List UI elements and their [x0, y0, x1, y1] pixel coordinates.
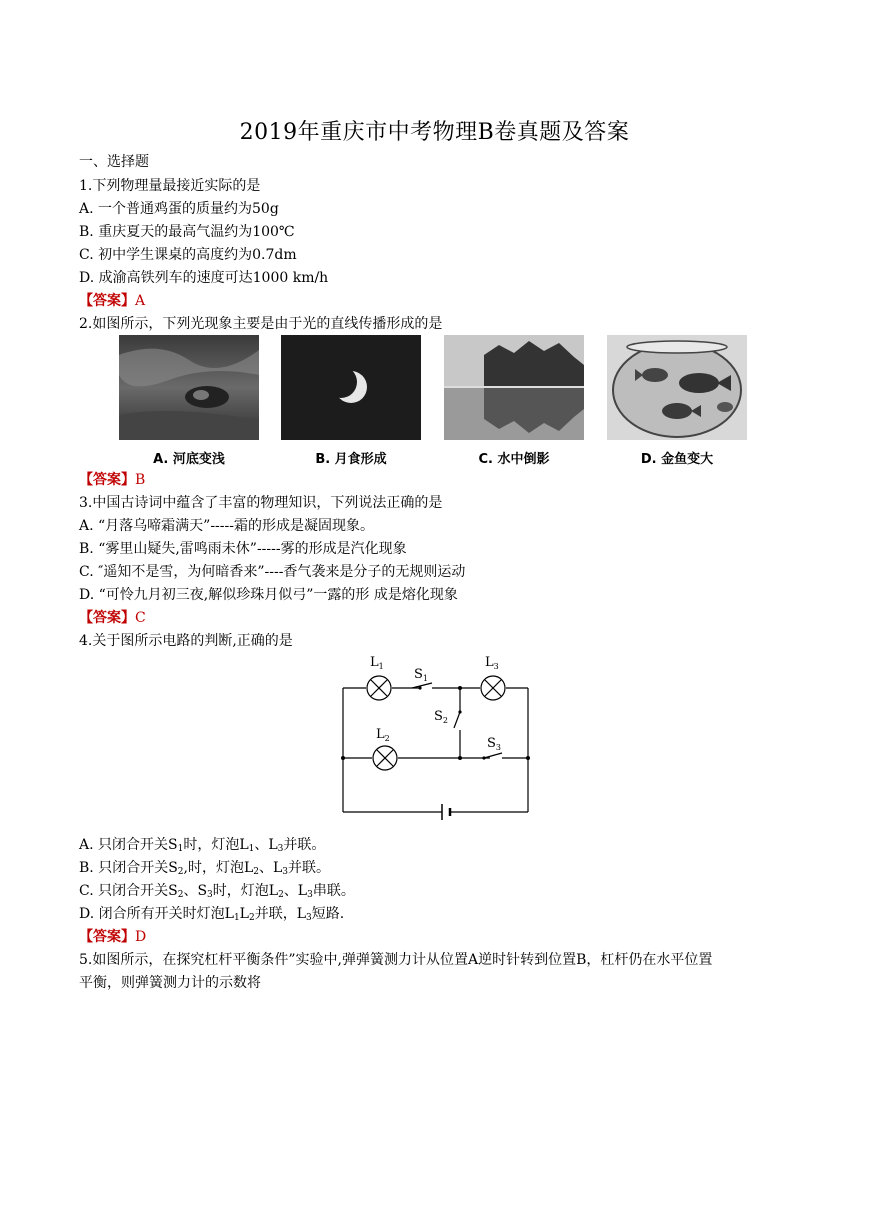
q4-option-a: A. 只闭合开关$S_1$时，灯泡$L_1$、$L_3$并联。 — [79, 837, 326, 854]
figure-caption-b: B. 月食形成 — [315, 452, 387, 467]
label-l2: $L_2$ — [376, 727, 390, 743]
q4-stem: 4.关于图所示电路的判断,正确的是 — [79, 633, 293, 649]
document-title: 2019年重庆市中考物理B卷真题及答案 — [239, 120, 630, 145]
figure-caption-d: D. 金鱼变大 — [640, 452, 714, 467]
q3-stem: 3.中国古诗词中蕴含了丰富的物理知识，下列说法正确的是 — [79, 495, 443, 511]
q1-option-b: B. 重庆夏天的最高气温约为100℃ — [79, 224, 295, 240]
q4-option-c: C. 只闭合开关$S_2$、$S_3$时，灯泡$L_2$、$L_3$串联。 — [79, 883, 355, 900]
photo-lunar-eclipse — [281, 335, 421, 440]
photo-water-reflection — [444, 335, 584, 440]
q5-stem-line1: 5.如图所示，在探究杠杆平衡条件”实验中,弹弹簧测力计从位置A逆时针转到位置B，杠杆仍在水平位置 — [79, 952, 713, 968]
photo-riverbed — [119, 335, 259, 440]
q1-answer: 【答案】A — [79, 293, 146, 309]
q3-option-b: B. “雾里山疑失,雷鸣雨未休”-----雾的形成是汽化现象 — [79, 541, 407, 557]
q3-option-d: D. “可怜九月初三夜,解似珍珠月似弓”一露的形 成是熔化现象 — [79, 587, 458, 603]
label-s2: $S_2$ — [434, 709, 448, 725]
figure-caption-c: C. 水中倒影 — [478, 452, 550, 467]
section-heading: 一、选择题 — [79, 154, 149, 170]
photo-goldfish-bowl — [607, 335, 747, 440]
label-l1: $L_1$ — [370, 655, 384, 671]
label-l3: $L_3$ — [485, 655, 499, 671]
q3-option-a: A. “月落乌啼霜满天”-----霜的形成是凝固现象。 — [79, 518, 374, 534]
label-s1: $S_1$ — [414, 667, 428, 683]
q2-answer: 【答案】B — [79, 472, 146, 488]
q1-stem: 1.下列物理量最接近实际的是 — [79, 178, 261, 194]
q1-option-d: D. 成渝高铁列车的速度可达1000 km/h — [79, 270, 329, 286]
q4-answer: 【答案】D — [79, 929, 147, 945]
figure-caption-a: A. 河底变浅 — [153, 452, 225, 467]
q2-stem: 2.如图所示，下列光现象主要是由于光的直线传播形成的是 — [79, 316, 443, 332]
circuit-diagram — [330, 650, 540, 834]
q4-option-d: D. 闭合所有开关时灯泡$L_1L_2$并联，$L_3$短路. — [79, 906, 345, 923]
label-s3: $S_3$ — [487, 736, 501, 752]
q3-option-c: C. ″遥知不是雪，为何暗香来”----香气袭来是分子的无规则运动 — [79, 564, 466, 580]
q3-answer: 【答案】C — [79, 610, 146, 626]
q4-option-b: B. 只闭合开关$S_2$,时，灯泡$L_2$、$L_3$并联。 — [79, 860, 331, 877]
q1-option-c: C. 初中学生课桌的高度约为0.7dm — [79, 247, 297, 263]
q5-stem-line2: 平衡，则弹簧测力计的示数将 — [79, 975, 261, 991]
q1-option-a: A. 一个普通鸡蛋的质量约为50g — [79, 201, 279, 217]
